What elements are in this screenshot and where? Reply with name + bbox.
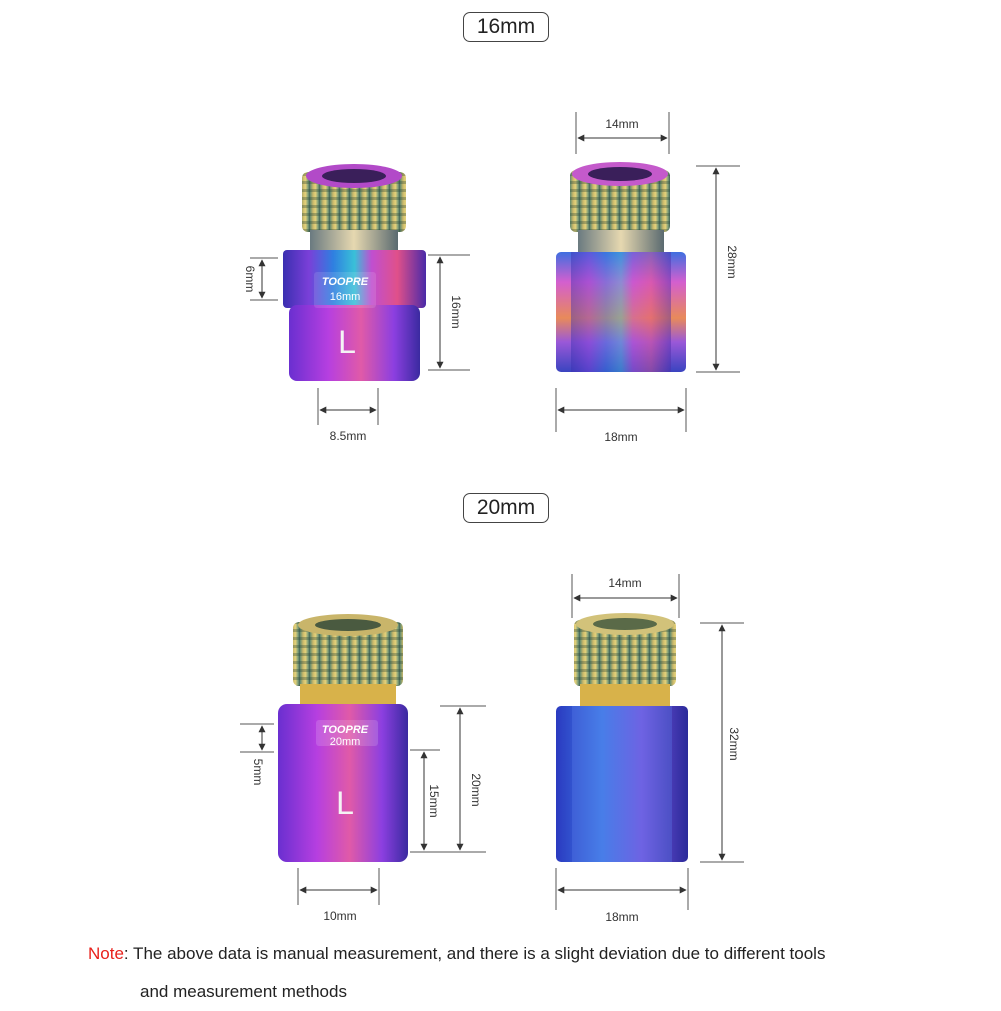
size-mark: 20mm [329, 736, 361, 748]
thread-hole [322, 169, 386, 183]
dim-label-20mm: 20mm [469, 773, 483, 807]
dim-label-28mm: 28mm [725, 245, 739, 279]
brand-mark: TOOPRE [321, 724, 369, 736]
part-16mm-right [556, 162, 686, 372]
brand-mark: TOOPRE [321, 276, 369, 288]
dim-label-16mm: 16mm [449, 295, 463, 329]
dim-18mm-1 [556, 388, 686, 444]
dim-16mm-height [428, 255, 470, 370]
hex-face [572, 706, 672, 862]
neck [310, 230, 398, 252]
section-label-20mm: 20mm [463, 493, 549, 523]
dim-label-18mm: 18mm [604, 430, 638, 444]
neck [578, 230, 664, 254]
dim-18mm-2 [556, 868, 688, 924]
dim-32mm [700, 623, 744, 862]
thread-hole [588, 167, 652, 181]
dim-10mm [298, 868, 379, 923]
side-mark: L [336, 785, 354, 821]
dim-label-8-5mm: 8.5mm [329, 429, 367, 443]
dim-6mm [243, 258, 278, 300]
dim-14mm-top [576, 112, 669, 154]
dim-label-18mm: 18mm [605, 910, 639, 924]
dim-label-14mm: 14mm [605, 117, 639, 131]
dim-label-6mm: 6mm [243, 265, 257, 293]
part-16mm-left [283, 164, 426, 381]
dim-label-10mm: 10mm [323, 909, 357, 923]
thread-hole [593, 618, 657, 630]
dim-14mm-top-2 [572, 574, 679, 618]
note-text-line2: and measurement methods [140, 982, 347, 1001]
neck [300, 684, 396, 706]
note-text: : The above data is manual measurement, and there is a slight deviation due to different tools [123, 944, 826, 963]
hex-face [571, 252, 671, 372]
part-20mm-left [278, 614, 408, 862]
part-20mm-right [556, 613, 688, 862]
dim-15mm [410, 750, 441, 852]
dim-label-14mm: 14mm [608, 576, 642, 590]
dim-5mm [240, 724, 274, 785]
note-label: Note [88, 944, 124, 963]
dim-label-5mm: 5mm [251, 758, 265, 786]
dim-28mm [696, 166, 740, 372]
dim-label-15mm: 15mm [427, 784, 441, 818]
measurement-note [88, 935, 948, 1011]
dim-20mm-height [440, 706, 486, 852]
dim-label-32mm: 32mm [727, 727, 741, 761]
dim-8-5mm [318, 388, 378, 443]
section-label-16mm: 16mm [463, 12, 549, 42]
size-mark: 16mm [329, 291, 361, 303]
neck [580, 684, 670, 708]
thread-hole [315, 619, 381, 631]
side-mark: L [338, 324, 356, 360]
